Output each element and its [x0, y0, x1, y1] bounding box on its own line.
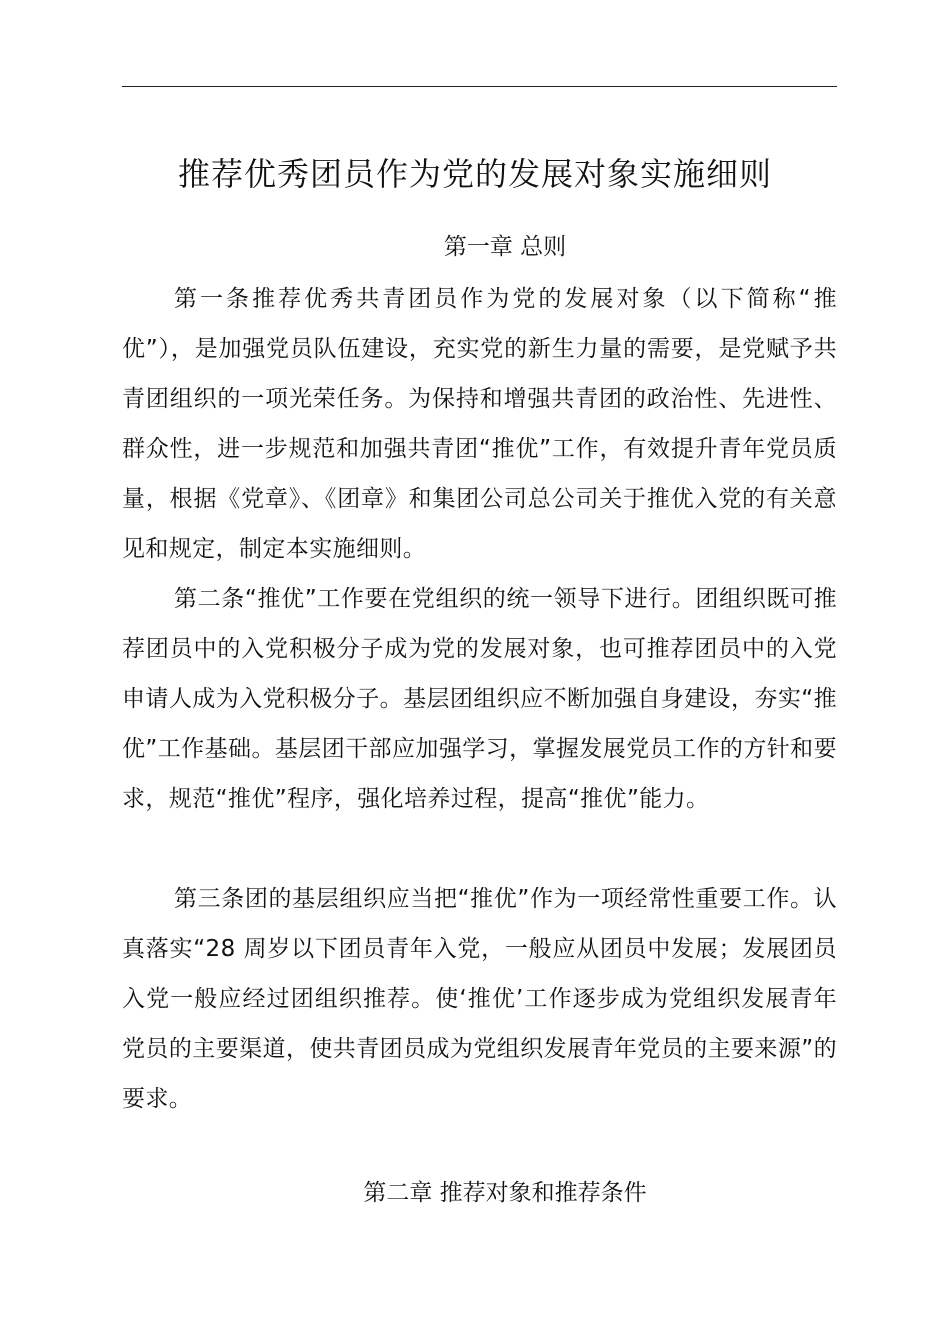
chapter-1-heading: 第一章 总则: [443, 234, 567, 260]
article-3: 第三条团的基层组织应当把“推优”作为一项经常性重要工作。认真落实“28 周岁以下团员青年入党，一般应从团员中发展；发展团员入党一般应经过团组织推荐。使‘推优’工作逐步成为党组织发展青年党员的主要渠道，使共青团员成为党组织发展青年党员的主要来源”的要求。: [122, 886, 837, 1112]
chapter-2-heading: 第二章 推荐对象和推荐条件: [363, 1180, 647, 1206]
article-1: 第一条推荐优秀共青团员作为党的发展对象（以下简称“推优”），是加强党员队伍建设，充实党的新生力量的需要，是党赋予共青团组织的一项光荣任务。为保持和增强共青团的政治性、先进性、群众性，进一步规范和加强共青团“推优”工作，有效提升青年党员质量，根据《党章》、《团章》和集团公司总公司关于推优入党的有关意见和规定，制定本实施细则。: [122, 286, 837, 562]
document-title: 推荐优秀团员作为党的发展对象实施细则: [177, 155, 772, 193]
article-2: 第二条“推优”工作要在党组织的统一领导下进行。团组织既可推荐团员中的入党积极分子成为党的发展对象，也可推荐团员中的入党申请人成为入党积极分子。基层团组织应不断加强自身建设，夯实“推优”工作基础。基层团干部应加强学习，掌握发展党员工作的方针和要求，规范“推优”程序，强化培养过程，提高“推优”能力。: [122, 586, 837, 812]
header-rule: [122, 86, 837, 87]
